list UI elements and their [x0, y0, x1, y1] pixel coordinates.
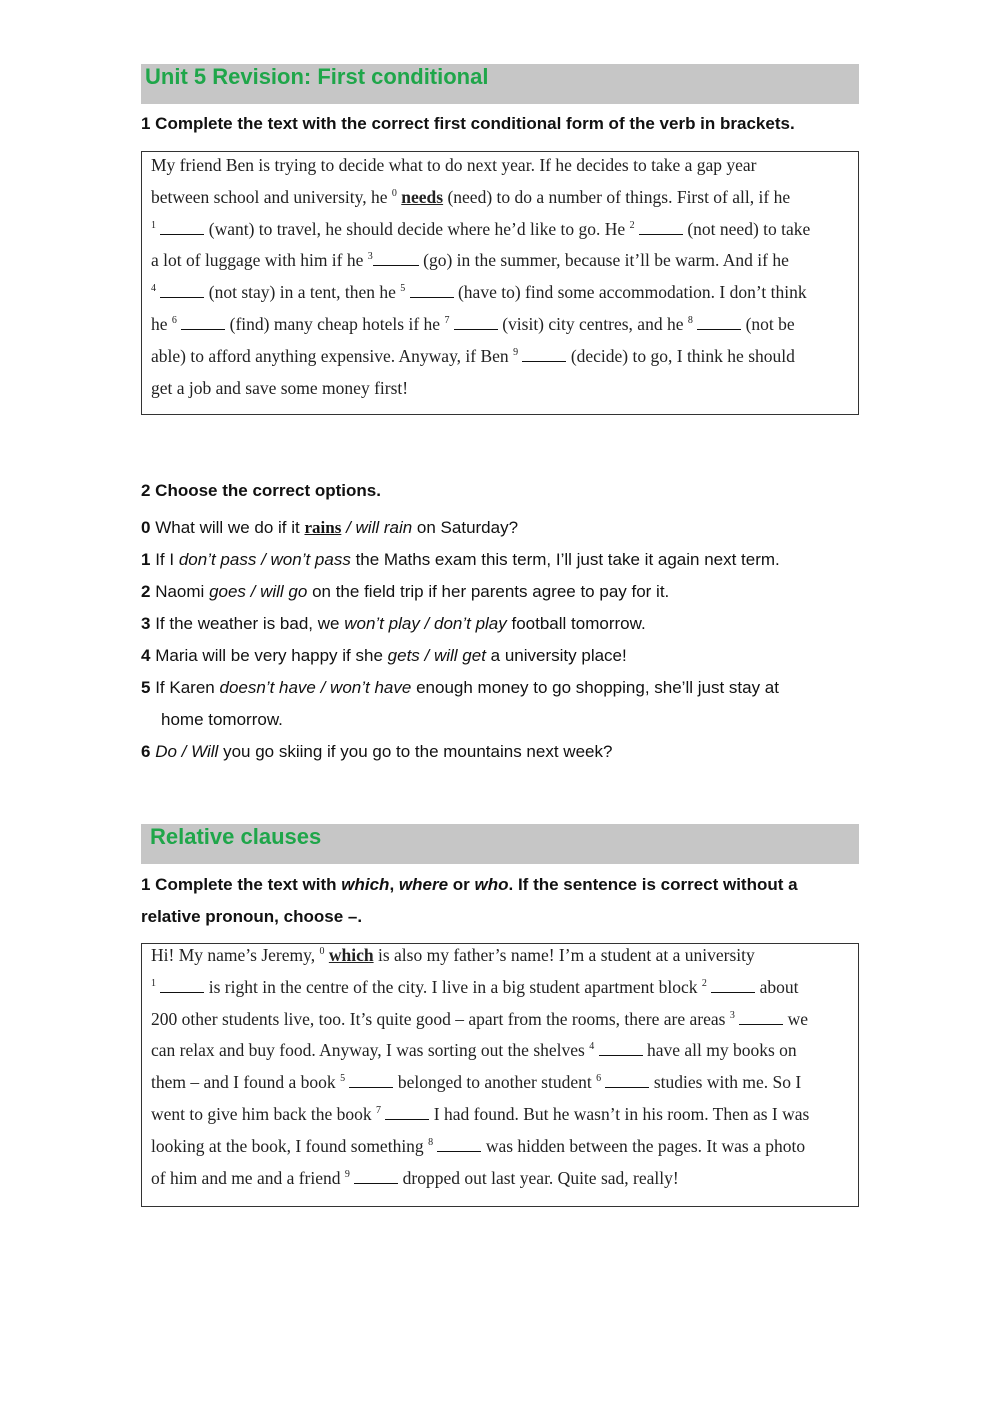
answer-blank-6[interactable] [181, 315, 225, 330]
answer-blank-3[interactable] [739, 1010, 783, 1025]
answer-blank-5[interactable] [349, 1073, 393, 1088]
list-item: 6 Do / Will you go skiing if you go to the mountains next week? [141, 742, 613, 761]
section-title-text: Unit 5 Revision: First conditional [145, 64, 489, 89]
list-item: 0 What will we do if it rains / will rain on Saturday? [141, 518, 519, 537]
example-answer: which [328, 945, 374, 965]
answer-blank-9[interactable] [354, 1169, 398, 1184]
answer-blank-7[interactable] [454, 315, 498, 330]
answer-blank-2[interactable] [639, 220, 683, 235]
text-line: get a job and save some money first! [151, 377, 409, 398]
answer-blank-4[interactable] [160, 283, 204, 298]
answer-blank-3[interactable] [373, 251, 419, 266]
list-item: 3 If the weather is bad, we won’t play / don’t play football tomorrow. [141, 614, 646, 633]
answer-blank-4[interactable] [599, 1041, 643, 1056]
list-item: 5 If Karen doesn’t have / won’t have enough money to go shopping, she’ll just stay at [141, 678, 779, 697]
exercise-box-relative-clauses [141, 943, 859, 1207]
answer-blank-2[interactable] [711, 978, 755, 993]
text-line: My friend Ben is trying to decide what to do next year. If he decides to take a gap year [151, 155, 757, 175]
section-title-text: Relative clauses [150, 824, 322, 849]
option-choice-6[interactable]: Do / Will [155, 742, 219, 761]
option-choice-2[interactable]: goes / will go [209, 582, 308, 601]
option-choice-3[interactable]: won’t play / don’t play [344, 614, 507, 633]
instruction-relative-clauses: 1 Complete the text with which, where or who. If the sentence is correct without a relative pronoun, choose –. [141, 875, 798, 926]
list-item: 4 Maria will be very happy if she gets / will get a university place! [141, 646, 627, 665]
answer-blank-6[interactable] [605, 1073, 649, 1088]
answer-blank-5[interactable] [410, 283, 454, 298]
list-item: 1 If I don’t pass / won’t pass the Maths exam this term, I’ll just take it again next term. [141, 550, 780, 569]
answer-blank-7[interactable] [385, 1105, 429, 1120]
list-item-continuation: home tomorrow. [161, 710, 283, 729]
section-title-relative-clauses [141, 824, 859, 864]
option-choice-1[interactable]: don’t pass / won’t pass [178, 550, 351, 569]
instruction-choose-options: 2 Choose the correct options. [141, 481, 381, 500]
text-line: between school and university, he $^0$ needs (need) to do a number of things. First of all, if he [151, 186, 791, 207]
text-line: Hi! My name’s Jeremy, $^0$ which is also my father’s name! I’m a student at a university [151, 945, 755, 965]
option-choice-5[interactable]: doesn’t have / won’t have [219, 678, 412, 697]
list-item: 2 Naomi goes / will go on the field trip if her parents agree to pay for it. [141, 582, 670, 601]
text-line: he $^6$ (find) many cheap hotels if he $^7$ (visit) city centres, and he $^8$ (not be [151, 313, 795, 334]
text-line: a lot of luggage with him if he $^3$ (go) in the summer, because it’ll be warm. And if he [151, 250, 789, 271]
text-line: looking at the book, I found something $^8$ was hidden between the pages. It was a photo [151, 1135, 806, 1156]
example-answer: rains [304, 518, 342, 537]
answer-blank-1[interactable] [160, 220, 204, 235]
text-line: of him and me and a friend $^9$ dropped out last year. Quite sad, really! [151, 1167, 679, 1188]
answer-blank-9[interactable] [522, 347, 566, 362]
text-line: went to give him back the book $^7$ I had found. But he wasn’t in his room. Then as I was [151, 1103, 810, 1124]
text-line: $^1$ (want) to travel, he should decide where he’d like to go. He $^2$ (not need) to take [151, 218, 811, 239]
exercise-box-first-conditional [141, 151, 859, 415]
section-title-first-conditional [141, 64, 859, 104]
example-answer: needs [401, 186, 444, 207]
answer-blank-1[interactable] [160, 978, 204, 993]
instruction-first-conditional: 1 Complete the text with the correct first conditional form of the verb in brackets. [141, 114, 795, 133]
answer-blank-8[interactable] [697, 315, 741, 330]
text-line: $^4$ (not stay) in a tent, then he $^5$ (have to) find some accommodation. I don’t think [151, 282, 807, 303]
text-line: them – and I found a book $^5$ belonged to another student $^6$ studies with me. So I [151, 1072, 802, 1093]
option-choice-4[interactable]: gets / will get [387, 646, 486, 665]
text-line: can relax and buy food. Anyway, I was sorting out the shelves $^4$ have all my books on [151, 1040, 797, 1061]
answer-blank-8[interactable] [437, 1137, 481, 1152]
text-line: able) to afford anything expensive. Anyway, if Ben $^9$ (decide) to go, I think he should [151, 345, 795, 366]
text-line: 200 other students live, too. It’s quite good – apart from the rooms, there are areas $^3$ we [151, 1008, 808, 1029]
options-list [141, 512, 859, 768]
text-line: $^1$ is right in the centre of the city. I live in a big student apartment block $^2$ about [151, 976, 799, 997]
